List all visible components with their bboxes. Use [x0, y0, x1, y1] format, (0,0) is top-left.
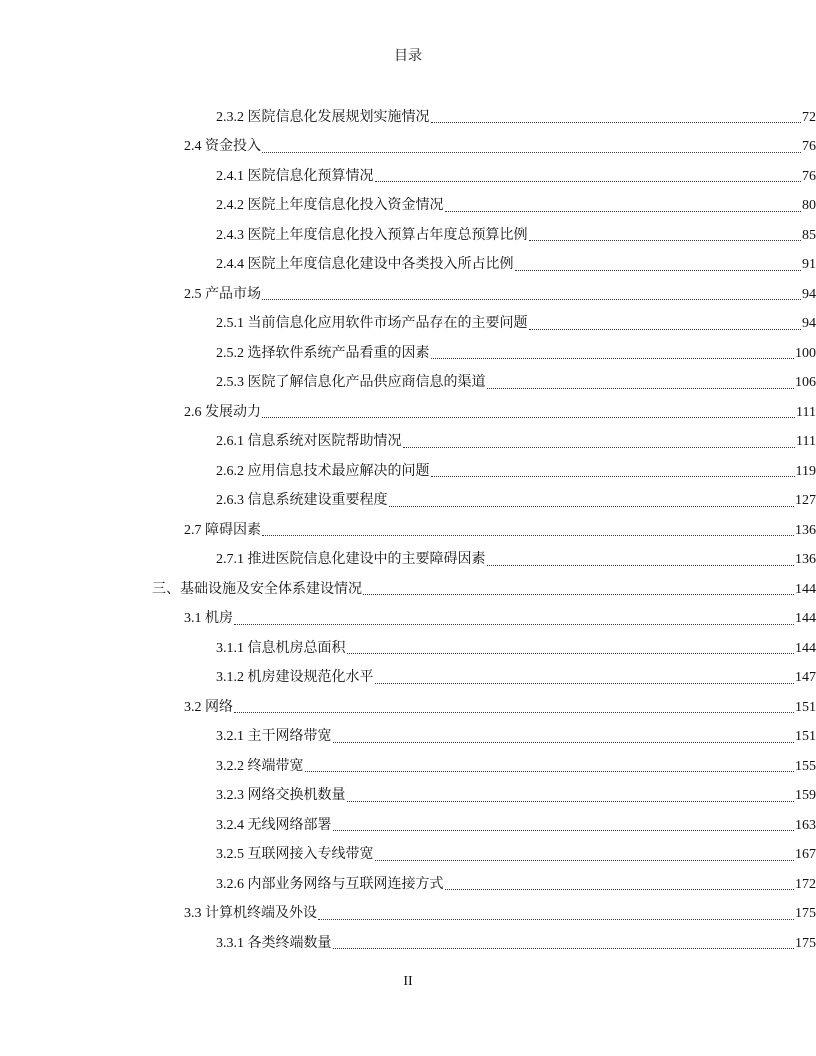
- toc-entry-page: 144: [795, 611, 816, 627]
- toc-entry-page: 94: [802, 316, 816, 332]
- dot-leader: [234, 624, 794, 625]
- dot-leader: [529, 240, 802, 241]
- toc-entry[interactable]: [0, 782, 816, 812]
- dot-leader: [363, 594, 794, 595]
- toc-entry[interactable]: [0, 310, 816, 340]
- toc-entry-label: 3.2.4 无线网络部署: [216, 817, 332, 833]
- dot-leader: [262, 299, 801, 300]
- toc-entry-label: 2.4 资金投入: [184, 139, 261, 155]
- dot-leader: [445, 889, 795, 890]
- toc-entry[interactable]: [0, 339, 816, 369]
- dot-leader: [375, 683, 795, 684]
- toc-entry[interactable]: [0, 221, 816, 251]
- toc-entry-label: 2.6.2 应用信息技术最应解决的问题: [216, 463, 430, 479]
- toc-entry[interactable]: [0, 605, 816, 635]
- toc-entry-label: 2.6 发展动力: [184, 404, 261, 420]
- toc-entry[interactable]: [0, 428, 816, 458]
- dot-leader: [389, 506, 795, 507]
- toc-entry-label: 2.4.4 医院上年度信息化建设中各类投入所占比例: [216, 257, 514, 273]
- toc-entry[interactable]: [0, 664, 816, 694]
- dot-leader: [487, 388, 795, 389]
- toc-entry-page: 111: [796, 404, 816, 420]
- toc-entry-label: 3.2.2 终端带宽: [216, 758, 304, 774]
- dot-leader: [445, 211, 802, 212]
- toc-entry-page: 136: [795, 522, 816, 538]
- toc-entry-page: 155: [795, 758, 816, 774]
- toc-entry[interactable]: [0, 723, 816, 753]
- toc-entry-page: 106: [795, 375, 816, 391]
- dot-leader: [333, 830, 795, 831]
- toc-entry-page: 136: [795, 552, 816, 568]
- toc-entry[interactable]: [0, 811, 816, 841]
- dot-leader: [347, 653, 795, 654]
- dot-leader: [305, 771, 795, 772]
- toc-entry-page: 111: [796, 434, 816, 450]
- toc-entry[interactable]: [0, 929, 816, 959]
- toc-entry[interactable]: [0, 103, 816, 133]
- toc-entry[interactable]: [0, 192, 816, 222]
- toc-entry-page: 151: [795, 729, 816, 745]
- toc-entry[interactable]: [0, 487, 816, 517]
- toc-entry-page: 175: [795, 935, 816, 951]
- toc-entry-label: 2.4.3 医院上年度信息化投入预算占年度总预算比例: [216, 227, 528, 243]
- dot-leader: [431, 358, 795, 359]
- dot-leader: [487, 565, 795, 566]
- toc-entry-label: 2.3.2 医院信息化发展规划实施情况: [216, 109, 430, 125]
- toc-entry-label: 3.2.5 互联网接入专线带宽: [216, 847, 374, 863]
- toc-entry-label: 3.1.1 信息机房总面积: [216, 640, 346, 656]
- toc-entry-label: 2.4.1 医院信息化预算情况: [216, 168, 374, 184]
- toc-entry-page: 76: [802, 168, 816, 184]
- dot-leader: [333, 742, 795, 743]
- dot-leader: [318, 919, 794, 920]
- toc-entry-page: 91: [802, 257, 816, 273]
- toc-entry[interactable]: [0, 133, 816, 163]
- toc-entry-page: 175: [795, 906, 816, 922]
- toc-entry-label: 2.7.1 推进医院信息化建设中的主要障碍因素: [216, 552, 486, 568]
- toc-entry[interactable]: [0, 841, 816, 871]
- toc-entry-label: 三、基础设施及安全体系建设情况: [152, 581, 362, 597]
- dot-leader: [403, 447, 796, 448]
- toc-entry[interactable]: [0, 457, 816, 487]
- toc-entry-page: 167: [795, 847, 816, 863]
- dot-leader: [234, 712, 794, 713]
- toc-entry[interactable]: [0, 162, 816, 192]
- toc-entry[interactable]: [0, 575, 816, 605]
- toc-entry[interactable]: [0, 900, 816, 930]
- dot-leader: [347, 801, 795, 802]
- toc-entry-page: 144: [795, 640, 816, 656]
- page-title: 目录: [394, 49, 422, 64]
- toc-entry-label: 2.5 产品市场: [184, 286, 261, 302]
- toc-entry-label: 2.6.1 信息系统对医院帮助情况: [216, 434, 402, 450]
- toc-entry-label: 3.1 机房: [184, 611, 233, 627]
- toc-entry[interactable]: [0, 280, 816, 310]
- toc-entry-page: 163: [795, 817, 816, 833]
- toc-entry-page: 94: [802, 286, 816, 302]
- toc-entry-label: 2.5.3 医院了解信息化产品供应商信息的渠道: [216, 375, 486, 391]
- toc-entry-page: 76: [802, 139, 816, 155]
- toc-entry-page: 147: [795, 670, 816, 686]
- toc-entry[interactable]: [0, 634, 816, 664]
- dot-leader: [333, 948, 795, 949]
- toc-list: [0, 103, 816, 959]
- toc-entry-label: 2.5.1 当前信息化应用软件市场产品存在的主要问题: [216, 316, 528, 332]
- dot-leader: [262, 417, 795, 418]
- toc-entry-label: 3.1.2 机房建设规范化水平: [216, 670, 374, 686]
- dot-leader: [262, 535, 794, 536]
- toc-entry-label: 2.6.3 信息系统建设重要程度: [216, 493, 388, 509]
- toc-entry[interactable]: [0, 693, 816, 723]
- toc-entry-page: 72: [802, 109, 816, 125]
- toc-entry[interactable]: [0, 870, 816, 900]
- toc-entry-label: 3.2 网络: [184, 699, 233, 715]
- toc-entry[interactable]: [0, 369, 816, 399]
- toc-entry-page: 119: [795, 463, 816, 479]
- toc-entry-label: 3.2.3 网络交换机数量: [216, 788, 346, 804]
- toc-entry[interactable]: [0, 546, 816, 576]
- toc-entry-label: 3.2.6 内部业务网络与互联网连接方式: [216, 876, 444, 892]
- toc-entry-label: 2.4.2 医院上年度信息化投入资金情况: [216, 198, 444, 214]
- page-number: II: [403, 974, 413, 989]
- toc-entry-label: 3.3.1 各类终端数量: [216, 935, 332, 951]
- dot-leader: [431, 476, 795, 477]
- toc-entry-label: 3.2.1 主干网络带宽: [216, 729, 332, 745]
- dot-leader: [515, 270, 802, 271]
- toc-entry-page: 127: [795, 493, 816, 509]
- toc-entry-page: 172: [795, 876, 816, 892]
- toc-entry[interactable]: [0, 251, 816, 281]
- toc-entry-page: 144: [795, 581, 816, 597]
- toc-entry-page: 100: [795, 345, 816, 361]
- dot-leader: [375, 181, 802, 182]
- toc-entry[interactable]: [0, 752, 816, 782]
- toc-entry[interactable]: [0, 398, 816, 428]
- toc-entry-label: 2.5.2 选择软件系统产品看重的因素: [216, 345, 430, 361]
- toc-entry-label: 2.7 障碍因素: [184, 522, 261, 538]
- dot-leader: [375, 860, 795, 861]
- dot-leader: [431, 122, 802, 123]
- toc-entry-page: 151: [795, 699, 816, 715]
- toc-entry-page: 80: [802, 198, 816, 214]
- dot-leader: [262, 152, 801, 153]
- toc-entry-page: 85: [802, 227, 816, 243]
- toc-entry-page: 159: [795, 788, 816, 804]
- dot-leader: [529, 329, 802, 330]
- toc-entry-label: 3.3 计算机终端及外设: [184, 906, 317, 922]
- toc-entry[interactable]: [0, 516, 816, 546]
